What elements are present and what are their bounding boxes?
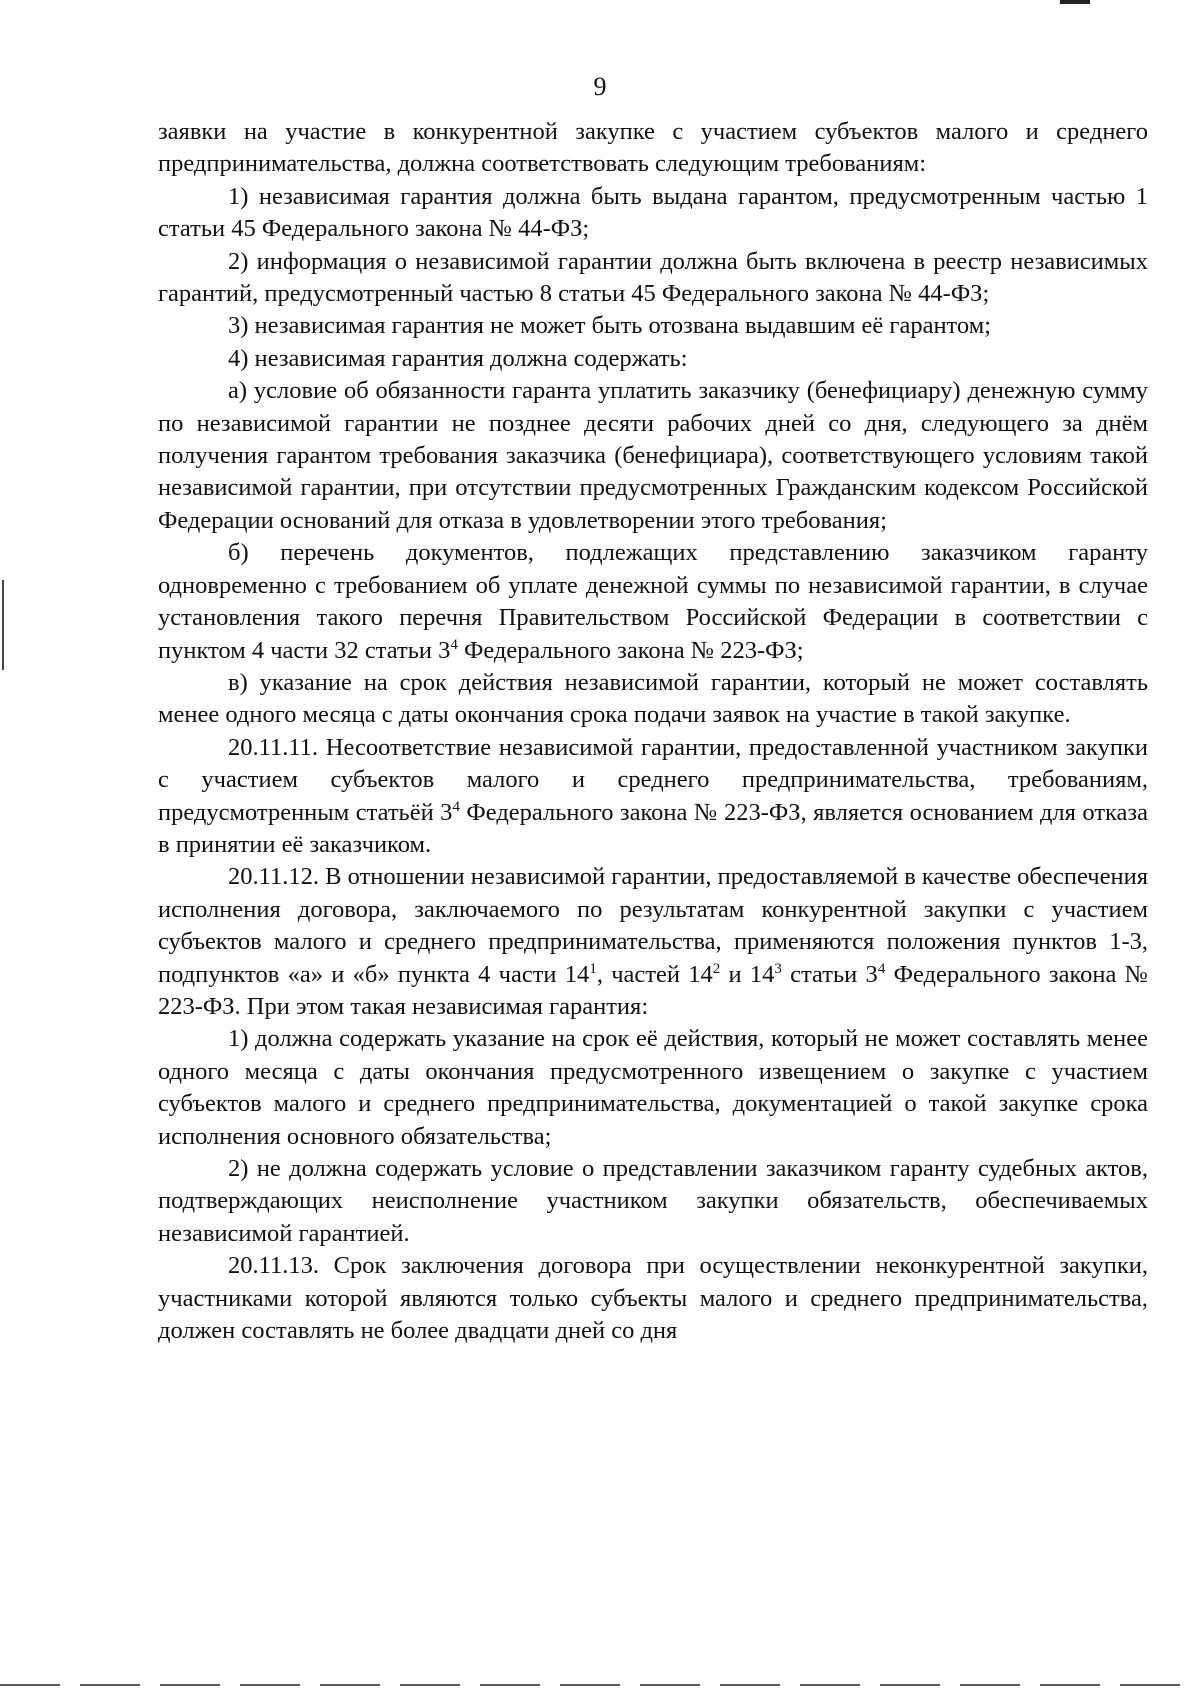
superscript: 2 [712, 960, 721, 977]
paragraph-p6 [158, 537, 1148, 667]
paragraph-p4 [158, 343, 1148, 375]
superscript: 4 [877, 960, 886, 977]
paragraph-text: и 14 [720, 960, 775, 988]
paragraph-text: 1) независимая гарантия должна быть выдана гарантом, предусмотренным частью 1 статьи 45 Федерального закона № 44-ФЗ; [158, 182, 1148, 243]
scan-artifact-top [1060, 0, 1090, 4]
paragraph-p7 [158, 667, 1148, 732]
paragraph-p2 [158, 246, 1148, 311]
paragraph-text: 1) должна содержать указание на срок её действия, который не может составлять менее одного месяца с даты окончания предусмотренного извещением о закупке с участием субъектов малого и среднего предпринимательства, документацией о такой закупке срока исполнения основного обязательства; [158, 1025, 1148, 1150]
paragraph-text: 2) не должна содержать условие о представлении заказчиком гаранту судебных актов, подтверждающих неисполнение участником закупки обязательств, обеспечиваемых независимой гарантией. [158, 1155, 1148, 1247]
paragraph-text: Федерального закона № 223-ФЗ, является основанием для отказа в принятии её заказчиком. [158, 798, 1148, 858]
paragraph-p11 [158, 1153, 1148, 1250]
superscript: 4 [450, 636, 458, 653]
page-number: 9 [593, 72, 607, 101]
document-body [158, 116, 1148, 1347]
paragraph-text: 20.11.11. Несоответствие независимой гарантии, предоставленной участником закупки с участием субъектов малого и среднего предпринимательства, требованиям, предусмотренным статьёй 3 [158, 733, 1148, 826]
paragraph-p9 [158, 861, 1148, 1023]
paragraph-text: заявки на участие в конкурентной закупке с участием субъектов малого и среднего предпринимательства, должна соответствовать следующим требованиям: [158, 118, 1148, 178]
paragraph-p12 [158, 1250, 1148, 1347]
paragraph-text: статьи 3 [781, 960, 878, 988]
paragraph-text: , частей 14 [596, 960, 713, 988]
paragraph-text: 2) информация о независимой гарантии должна быть включена в реестр независимых гарантий, предусмотренный частью 8 статьи 45 Федерального закона № 44-ФЗ; [158, 247, 1148, 308]
paragraph-p0 [158, 116, 1148, 181]
paragraph-text: 3) независимая гарантия не может быть отозвана выдавшим её гарантом; [228, 312, 992, 340]
paragraph-text: в) указание на срок действия независимой гарантии, который не может составлять менее одного месяца с даты окончания срока подачи заявок на участие в такой закупке. [158, 668, 1148, 729]
superscript: 1 [589, 960, 597, 977]
paragraph-text: Федерального закона № 223-ФЗ. При этом такая независимая гарантия: [158, 960, 1148, 1020]
paragraph-text: 4) независимая гарантия должна содержать: [228, 344, 688, 372]
paragraph-p5 [158, 375, 1148, 537]
paragraph-p10 [158, 1023, 1148, 1153]
paragraph-text: б) перечень документов, подлежащих представлению заказчиком гаранту одновременно с требованием об уплате денежной суммы по независимой гарантии, в случае установления такого перечня Правительством Российской Федерации в соответствии с пунктом 4 части 32 статьи 3 [158, 539, 1148, 664]
paragraph-p3 [158, 310, 1148, 342]
paragraph-p1 [158, 181, 1148, 246]
scan-artifact-bottom [0, 1684, 1200, 1686]
scan-artifact-left [2, 580, 4, 670]
paragraph-text: 20.11.12. В отношении независимой гарантии, предоставляемой в качестве обеспечения исполнения договора, заключаемого по результатам конкурентной закупки с участием субъектов малого и среднего предпринимательства, применяются положения пунктов 1-3, подпунктов «а» и «б» пункта 4 части 14 [158, 863, 1148, 988]
paragraph-p8 [158, 732, 1148, 862]
paragraph-text: 20.11.13. Срок заключения договора при осуществлении неконкурентной закупки, участниками которой являются только субъекты малого и среднего предпринимательства, должен составлять не более двадцати дней со дня [158, 1252, 1148, 1345]
paragraph-text: Федерального закона № 223-ФЗ; [457, 636, 804, 664]
superscript: 3 [774, 960, 782, 977]
paragraph-text: а) условие об обязанности гаранта уплатить заказчику (бенефициару) денежную сумму по независимой гарантии не позднее десяти рабочих дней со дня, следующего за днём получения гарантом требования заказчика (бенефициара), соответствующего условиям такой независимой гарантии, при отсутствии предусмотренных Гражданским кодексом Российской Федерации оснований для отказа в удовлетворении этого требования; [158, 377, 1148, 534]
superscript: 4 [452, 798, 460, 815]
